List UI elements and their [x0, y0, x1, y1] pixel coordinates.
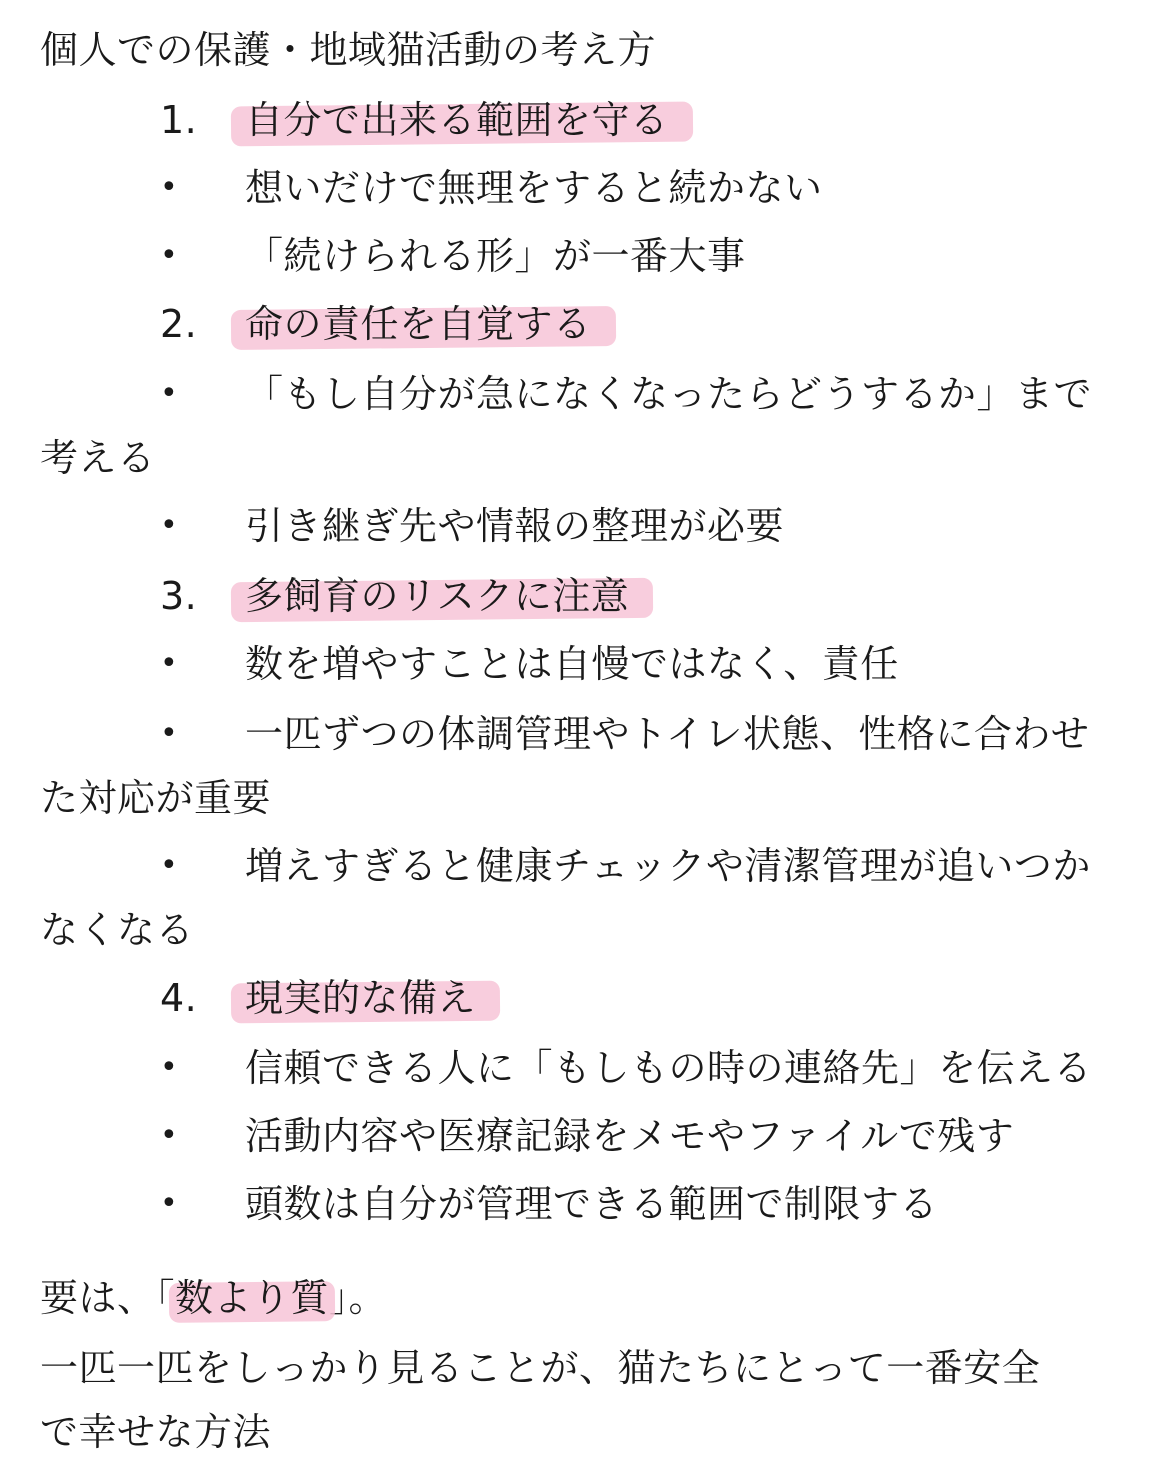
- document-title: [40, 22, 1140, 78]
- bullet-continuation: [40, 902, 1140, 958]
- bullet-text: 数を増やすことは自慢ではなく、責任: [245, 642, 899, 686]
- bullet-item: [40, 498, 1140, 554]
- bullet-text-continued: た対応が重要: [40, 776, 272, 820]
- bullet-text: 一匹ずつの体調管理やトイレ状態、性格に合わせ: [245, 712, 1090, 756]
- bullet-dot: •: [160, 508, 179, 543]
- summary-prefix: 要は、「: [40, 1276, 176, 1320]
- section-heading: [245, 568, 629, 624]
- bullet-dot: •: [160, 1050, 179, 1085]
- highlight-marker: 命の責任を自覚する: [245, 296, 592, 352]
- section-heading: [245, 970, 476, 1026]
- bullet-text: 想いだけで無理をすると続かない: [245, 166, 823, 210]
- bullet-item: [40, 706, 1140, 762]
- bullet-item: [40, 366, 1140, 422]
- bullet-dot: •: [160, 1118, 179, 1153]
- bullet-text: 「もし自分が急になくなったらどうするか」まで: [245, 372, 1093, 416]
- bullet-dot: •: [160, 238, 179, 273]
- section-number: 1.: [160, 98, 198, 142]
- title-text: 個人での保護・地域猫活動の考え方: [40, 28, 657, 72]
- section-3-heading-line: [40, 568, 1140, 624]
- section-number: 4.: [160, 976, 198, 1020]
- bullet-item: [40, 160, 1140, 216]
- section-heading: [245, 92, 669, 148]
- bullet-dot: •: [160, 646, 179, 681]
- summary-suffix: 」。: [329, 1276, 388, 1320]
- section-number: 2.: [160, 302, 198, 346]
- section-4-heading-line: [40, 970, 1140, 1026]
- bullet-text: 活動内容や医療記録をメモやファイルで残す: [245, 1114, 1015, 1158]
- bullet-dot: •: [160, 1186, 179, 1221]
- section-2-heading-line: [40, 296, 1140, 352]
- summary-line: [40, 1340, 1140, 1396]
- bullet-item: [40, 228, 1140, 284]
- bullet-item: [40, 838, 1140, 894]
- bullet-item: [40, 1040, 1140, 1096]
- bullet-continuation: [40, 770, 1140, 826]
- bullet-text-continued: なくなる: [40, 908, 195, 952]
- highlight-marker: 多飼育のリスクに注意: [245, 568, 629, 624]
- section-1-heading-line: [40, 92, 1140, 148]
- bullet-dot: •: [160, 848, 179, 883]
- highlight-marker: 数より質: [175, 1270, 329, 1326]
- bullet-dot: •: [160, 376, 179, 411]
- bullet-item: [40, 1176, 1140, 1232]
- summary-text: 一匹一匹をしっかり見ることが、猫たちにとって一番安全: [40, 1346, 1041, 1390]
- section-number: 3.: [160, 574, 198, 618]
- bullet-text: 頭数は自分が管理できる範囲で制限する: [245, 1182, 939, 1226]
- bullet-text: 増えすぎると健康チェックや清潔管理が追いつか: [245, 844, 1091, 888]
- summary-text: で幸せな方法: [40, 1410, 272, 1454]
- bullet-text: 引き継ぎ先や情報の整理が必要: [245, 504, 785, 548]
- bullet-dot: •: [160, 716, 179, 751]
- section-heading: [245, 296, 592, 352]
- highlight-marker: 自分で出来る範囲を守る: [245, 92, 669, 148]
- bullet-dot: •: [160, 170, 179, 205]
- bullet-text: 「続けられる形」が一番大事: [245, 234, 746, 278]
- summary-line: [40, 1404, 1140, 1460]
- bullet-continuation: [40, 430, 1140, 486]
- bullet-item: [40, 636, 1140, 692]
- bullet-text-continued: 考える: [40, 436, 156, 480]
- bullet-text: 信頼できる人に「もしもの時の連絡先」を伝える: [245, 1046, 1093, 1090]
- bullet-item: [40, 1108, 1140, 1164]
- highlight-marker: 現実的な備え: [245, 970, 476, 1026]
- summary-line: [40, 1270, 1140, 1326]
